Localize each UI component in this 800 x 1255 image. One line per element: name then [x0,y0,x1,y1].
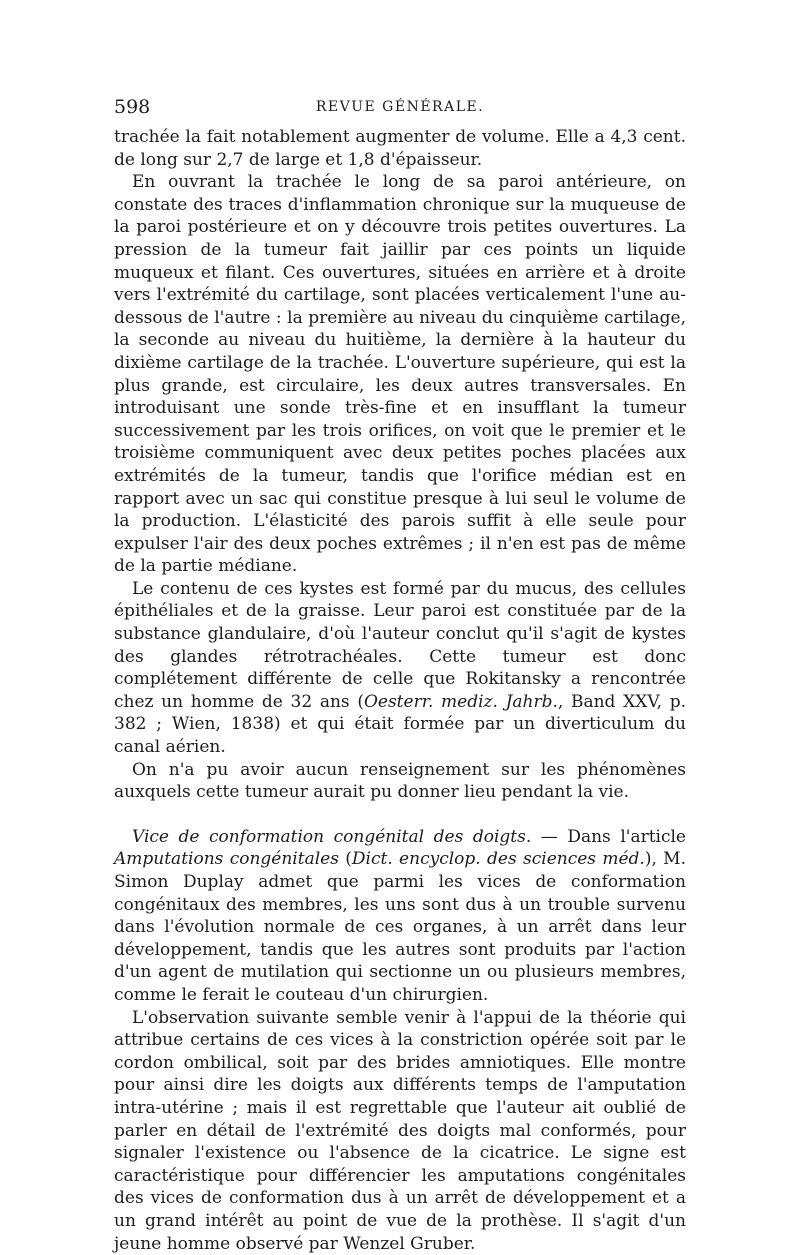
article-title: Amputations congénitales [114,849,339,870]
paragraph-observation: L'observation suivante semble venir à l'appui de la théorie qui attribue certains de ces vices à la constriction opérée soit par le cordon ombilical, soit par des brides amniotiques. Elle montre pour ainsi dire les doigts aux différents temps de l'amputation intra-utérine ; mais il est regrettable que l'auteur ait oublié de parler en détail de l'extrémité des doigts mal conformés, pour signaler l'existence ou l'absence de la cicatrice. Le signe est caractéristique pour différencier les amputations congénitales des vices de conformation dus à un arrêt de développement et a un grand intérêt au point de vue de la prothèse. Il s'agit d'un jeune homme observé par Wenzel Gruber. [114,1007,686,1254]
body-text [114,126,686,1255]
source-title: Dict. encyclop. des sciences méd. [351,849,645,870]
page-header [114,96,686,122]
paragraph-cyst-content: Le contenu de ces kystes est formé par du mucus, des cellules épithéliales et de la graisse. Leur paroi est constituée par de la substance glandulaire, d'où l'auteur conclut qu'il s'agit de kystes des glandes rétrotrachéales. Cette tumeur est donc complétement différente de celle que Rokitansky a rencontrée chez un homme de 32 ans (Oesterr. mediz. Jahrb., Band XXV, p. 382 ; Wien, 1838) et qui était formée par un diverticulum du canal aérien. [114,578,686,758]
section-title: Vice de conformation congénital des doigts. [132,826,532,847]
citation-italic: Oesterr. mediz. Jahrb. [363,691,558,712]
page-number: 598 [114,96,151,118]
paragraph-section-title: Vice de conformation congénital des doigts. — Dans l'article Amputations congénitales (Dict. encyclop. des sciences méd.), M. Simon Duplay admet que parmi les vices de conformation congénitaux des membres, les uns sont dus à un trouble survenu dans l'évolution normale de ces organes, à un arrêt dans leur développement, tandis que les autres sont produits par l'action d'un agent de mutilation qui sectionne un ou plusieurs membres, comme le ferait le couteau d'un chirurgien. [114,826,686,1005]
paragraph-continuation: trachée la fait notablement augmenter de volume. Elle a 4,3 cent. de long sur 2,7 de large et 1,8 d'épaisseur. [114,127,686,170]
paragraph-no-info: On n'a pu avoir aucun renseignement sur les phénomènes auxquels cette tumeur aurait pu donner lieu pendant la vie. [114,759,686,803]
paragraph-trachea-opening: En ouvrant la trachée le long de sa paroi antérieure, on constate des traces d'inflammation chronique sur la muqueuse de la paroi postérieure et on y découvre trois petites ouvertures. La pression de la tumeur fait jaillir par ces points un liquide muqueux et filant. Ces ouvertures, situées en arrière et à droite vers l'extrémité du cartilage, sont placées verticalement l'une au-dessous de l'autre : la première au niveau du cinquième cartilage, la seconde au niveau du huitième, la dernière à la hauteur du dixième cartilage de la trachée. L'ouverture supérieure, qui est la plus grande, est circulaire, les deux autres transversales. En introduisant une sonde très-fine et en insufflant la tumeur successivement par les trois orifices, on voit que le premier et le troisième communiquent avec deux petites poches placées aux extrémités de la tumeur, tandis que l'orifice médian est en rapport avec un sac qui constitue presque à lui seul le volume de la production. L'élasticité des parois suffit à elle seule pour expulser l'air des deux poches extrêmes ; il n'en est pas de même de la partie médiane. [114,172,686,577]
running-title: REVUE GÉNÉRALE. [315,99,485,115]
